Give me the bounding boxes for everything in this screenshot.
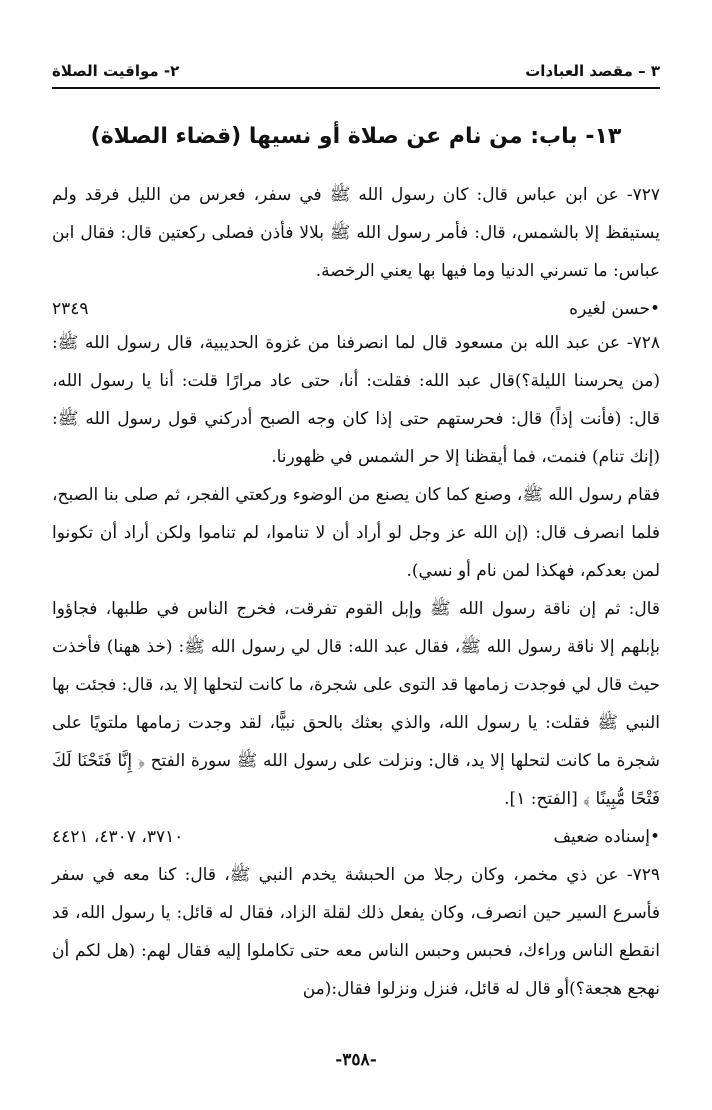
hadith-727-grade-row: [52, 290, 660, 328]
hadith-727-refs: ٢٣٤٩: [52, 299, 89, 319]
hadith-728-paragraph-1: ٧٢٨- عن عبد الله بن مسعود قال لما انصرفنا من غزوة الحديبية، قال رسول الله ﷺ: (من يحرسنا الليلة؟)قال عبد الله: فقلت: أنا، حتى عاد مرارًا قلت: أنا يا رسول الله، قال: (فأنت إذاً) قال: فحرستهم حتى إذا كان وجه الصبح أدركني قول رسول الله ﷺ: (إنك تنام) فنمت، فما أيقظنا إلا حر الشمس في ظهورنا.: [52, 333, 660, 467]
hadith-728-grade-row: [52, 818, 660, 856]
hadith-728-grade: •إسناده ضعيف: [553, 827, 660, 847]
chapter-title: ١٣- باب: من نام عن صلاة أو نسيها (قضاء الصلاة): [90, 124, 622, 149]
hadith-728-paragraph-2: فقام رسول الله ﷺ، وصنع كما كان يصنع من الوضوء وركعتي الفجر، ثم صلى بنا الصبح، فلما انصرف قال: (إن الله عز وجل لو أراد أن لا تناموا، لم تناموا ولكن أراد أن تكونوا لمن بعدكم، فهكذا لمن نام أو نسي).: [52, 485, 660, 581]
hadith-728-refs: ٣٧١٠، ٤٣٠٧، ٤٤٢١: [52, 827, 184, 847]
header-chapter-title: ٢- مواقيت الصلاة: [52, 62, 180, 80]
hadith-729-text: ٧٢٩- عن ذي مخمر، وكان رجلا من الحبشة يخدم النبي ﷺ، قال: كنا معه في سفر فأسرع السير حين انصرف، وكان يفعل ذلك لقلة الزاد، فقال له قائل: يا رسول الله، قد انقطع الناس وراءك، فحبس وحبس الناس معه حتى تكاملوا إليه فقال لهم: (هل لكم أن نهجع هجعة؟)أو قال له قائل، فنزل ونزلوا فقال:(من: [52, 865, 660, 999]
header-section-title: ٣ – مقصد العبادات: [525, 62, 660, 80]
header-rule: [52, 87, 660, 89]
running-header: [52, 58, 660, 84]
page-number: -٣٥٨-: [335, 1050, 377, 1070]
hadith-728-paragraph-3: قال: ثم إن ناقة رسول الله ﷺ وإبل القوم تفرقت، فخرج الناس في طلبها، فجاؤوا بإبلهم إلا ناقة رسول الله ﷺ، فقال عبد الله: قال لي رسول الله ﷺ: (خذ ههنا) فأخذت حيث قال لي فوجدت زمامها قد التوى على شجرة، ما كانت لتحلها إلا يد، قال: فجئت بها النبي ﷺ فقلت: يا رسول الله، والذي بعثك بالحق نبيًّا، لقد وجدت زمامها ملتويًا على شجرة ما كانت لتحلها إلا يد، قال: ونزلت على رسول الله ﷺ سورة الفتح ﴿ إِنَّا فَتَحْنَا لَكَ فَتْحًا مُّبِينًا ﴾ [الفتح: ١].: [52, 599, 660, 809]
hadith-727-text: ٧٢٧- عن ابن عباس قال: كان رسول الله ﷺ في سفر، فعرس من الليل فرقد ولم يستيقظ إلا بالشمس، قال: فأمر رسول الله ﷺ بلالا فأذن فصلى ركعتين قال: فقال ابن عباس: ما تسرني الدنيا وما فيها بها يعني الرخصة.: [52, 185, 660, 281]
hadith-727-grade: •حسن لغيره: [569, 299, 660, 319]
